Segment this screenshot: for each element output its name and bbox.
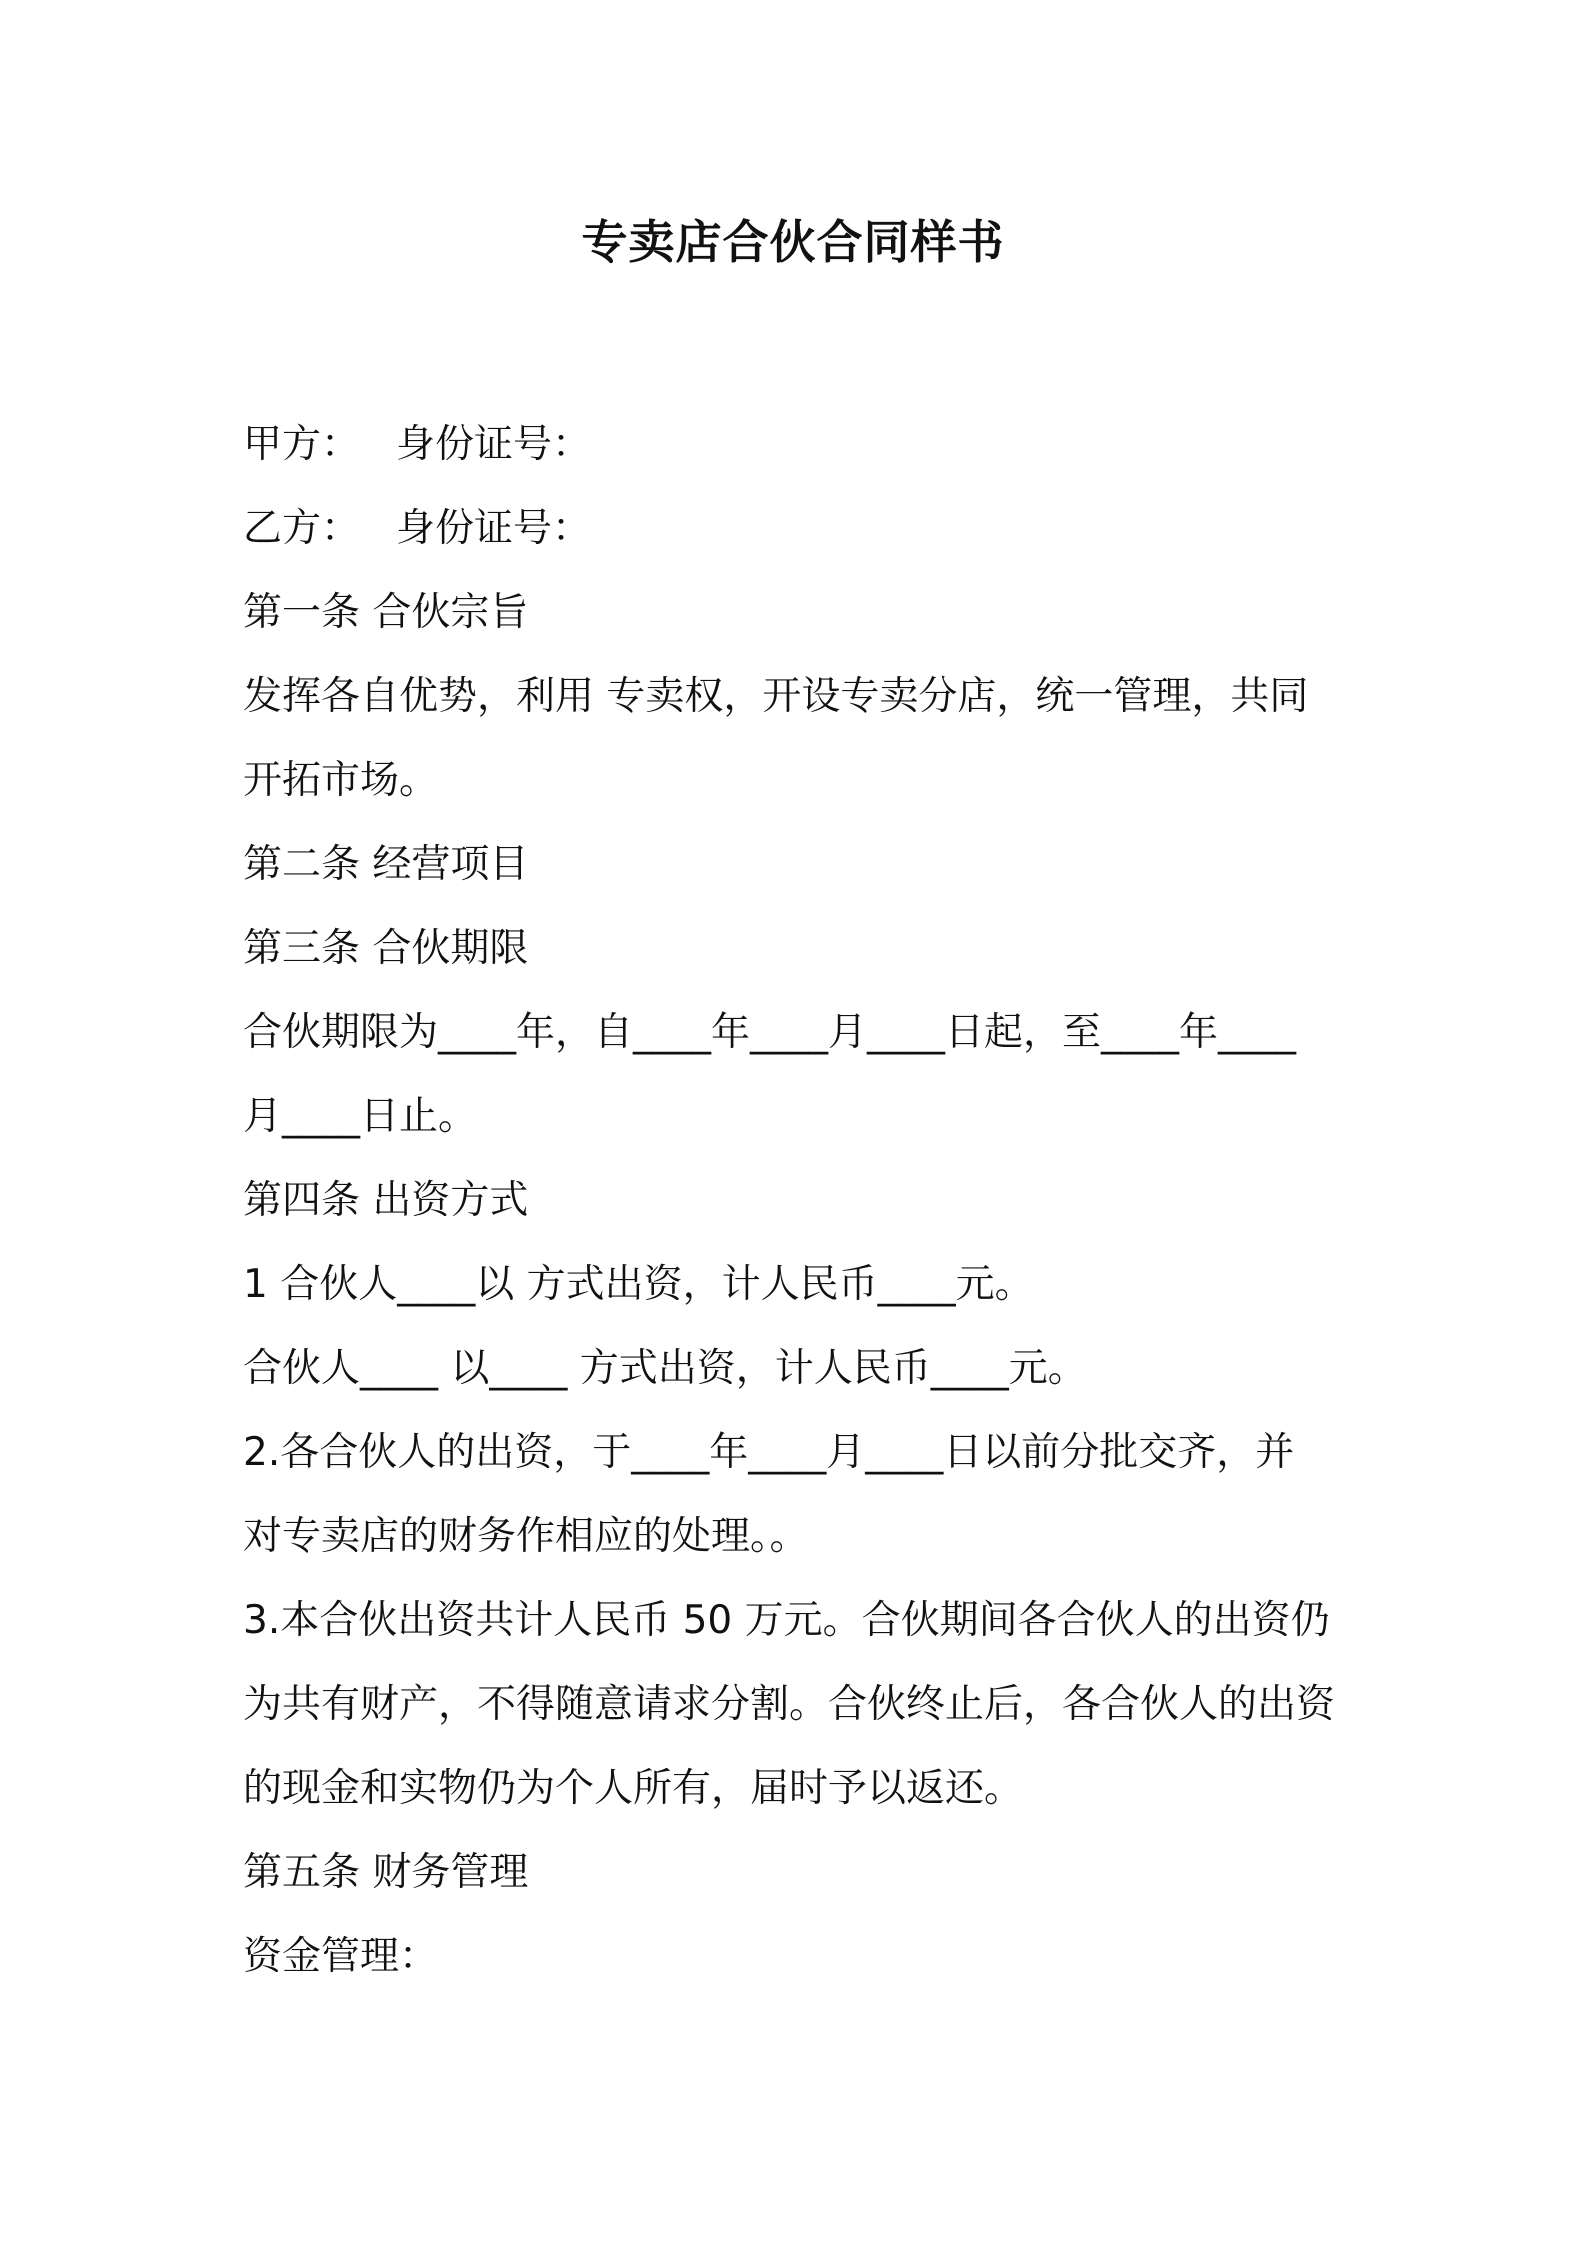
article-4-item: 1 合伙人____以 方式出资，计人民币____元。 bbox=[243, 1262, 1034, 1307]
article-4-item: 对专卖店的财务作相应的处理。。 bbox=[243, 1514, 809, 1559]
party-a-line bbox=[243, 403, 1353, 487]
article-4-item: 为共有财产，不得随意请求分割。合伙终止后，各合伙人的出资 bbox=[243, 1682, 1336, 1727]
article-4-heading: 第四条 出资方式 bbox=[243, 1178, 529, 1223]
party-a-label: 甲方： bbox=[243, 422, 361, 467]
party-b-id-label: 身份证号： bbox=[396, 506, 592, 551]
article-4-item: 2.各合伙人的出资，于____年____月____日以前分批交齐，并 bbox=[243, 1430, 1295, 1475]
party-b-label: 乙方： bbox=[243, 506, 361, 551]
article-1-text: 开拓市场。 bbox=[243, 758, 439, 803]
article-3-text: 月____日止。 bbox=[243, 1094, 478, 1139]
article-3-heading: 第三条 合伙期限 bbox=[243, 926, 529, 971]
party-b-line bbox=[243, 487, 1353, 571]
article-3-text: 合伙期限为____年，自____年____月____日起，至____年____ bbox=[243, 1010, 1297, 1055]
article-4-item: 3.本合伙出资共计人民币 50 万元。合伙期间各合伙人的出资仍 bbox=[243, 1598, 1330, 1643]
article-1-text: 发挥各自优势，利用 专卖权，开设专卖分店，统一管理，共同 bbox=[243, 674, 1309, 719]
fund-management-label: 资金管理： bbox=[243, 1934, 439, 1979]
article-5-heading: 第五条 财务管理 bbox=[243, 1850, 529, 1895]
article-4-item: 合伙人____ 以____ 方式出资，计人民币____元。 bbox=[243, 1346, 1087, 1391]
article-1-heading: 第一条 合伙宗旨 bbox=[243, 590, 529, 635]
document-body bbox=[243, 403, 1353, 1999]
party-a-id-label: 身份证号： bbox=[396, 422, 592, 467]
document-title: 专卖店合伙合同样书 bbox=[581, 215, 1005, 269]
article-4-item: 的现金和实物仍为个人所有，届时予以返还。 bbox=[243, 1766, 1024, 1811]
article-2-heading: 第二条 经营项目 bbox=[243, 842, 529, 887]
